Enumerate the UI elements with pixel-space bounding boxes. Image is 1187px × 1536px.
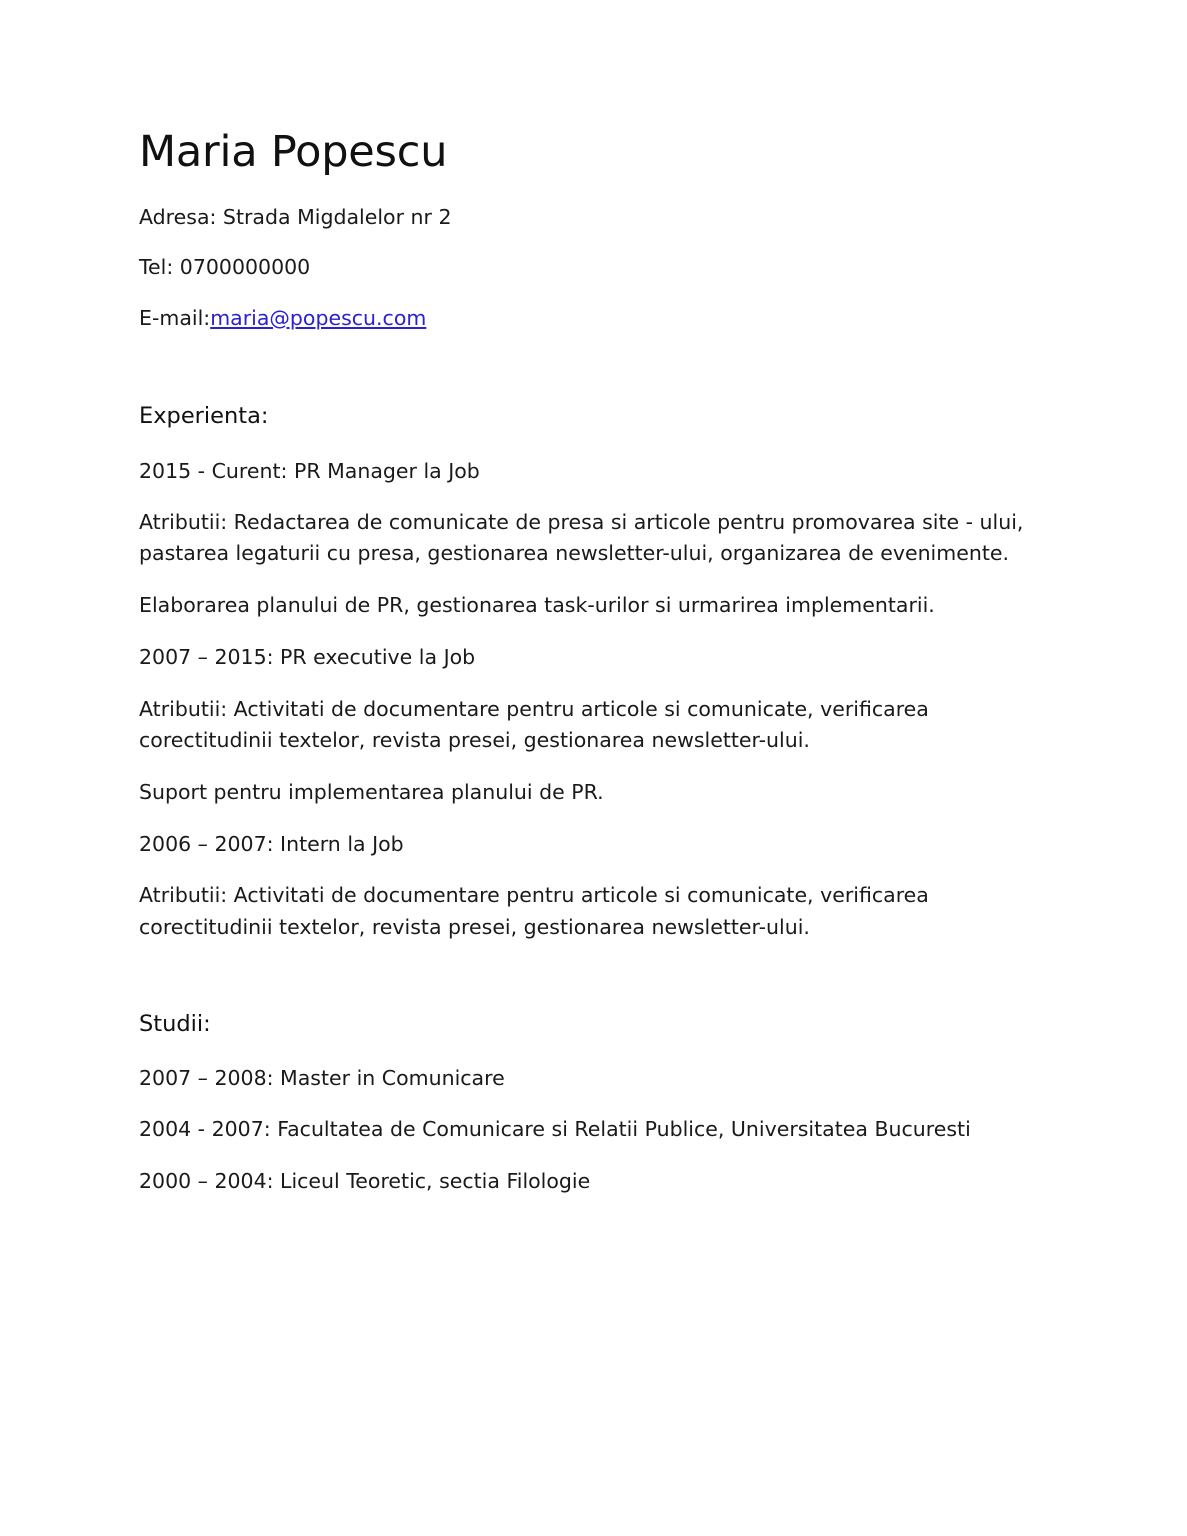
experience-entry-duties: Atributii: Activitati de documentare pentru articole si comunicate, verificarea corectitudinii textelor, revista presei, gestionarea newsletter-ului.: [139, 696, 929, 752]
section-heading-education: Studii:: [139, 1010, 211, 1037]
experience-entry-note: Suport pentru implementarea planului de PR.: [139, 779, 604, 804]
section-education: [139, 1009, 1051, 1196]
experience-entry-title: 2006 – 2007: Intern la Job: [139, 832, 404, 857]
experience-entry-note: Elaborarea planului de PR, gestionarea task-urilor si urmarirea implementarii.: [139, 593, 935, 618]
contact-block: [139, 202, 1051, 333]
page-title: Maria Popescu: [139, 127, 448, 177]
contact-email-label: E-mail:: [139, 305, 211, 330]
experience-entry-title: 2015 - Curent: PR Manager la Job: [139, 458, 480, 483]
section-body-education: [139, 1063, 1051, 1196]
contact-phone: Tel: 0700000000: [139, 255, 311, 280]
section-heading-experience: Experienta:: [139, 403, 269, 430]
section-experience: [139, 401, 1051, 943]
education-entry: 2004 - 2007: Facultatea de Comunicare si Relatii Publice, Universitatea Bucuresti: [139, 1117, 971, 1142]
education-entry: 2000 – 2004: Liceul Teoretic, sectia Filologie: [139, 1168, 591, 1193]
experience-entry-duties: Atributii: Activitati de documentare pentru articole si comunicate, verificarea corectitudinii textelor, revista presei, gestionarea newsletter-ului.: [139, 883, 929, 939]
experience-entry-duties: Atributii: Redactarea de comunicate de presa si articole pentru promovarea site - ului, pastarea legaturii cu presa, gestionarea newsletter-ului, organizarea de evenimente.: [139, 509, 1024, 565]
contact-email: [139, 303, 1051, 333]
section-body-experience: [139, 456, 1051, 943]
document-body: [139, 128, 1051, 1196]
contact-address: Adresa: Strada Migdalelor nr 2: [139, 205, 452, 230]
experience-entry-title: 2007 – 2015: PR executive la Job: [139, 645, 476, 670]
education-entry: 2007 – 2008: Master in Comunicare: [139, 1066, 505, 1091]
email-link[interactable]: maria@popescu.com: [210, 305, 427, 330]
